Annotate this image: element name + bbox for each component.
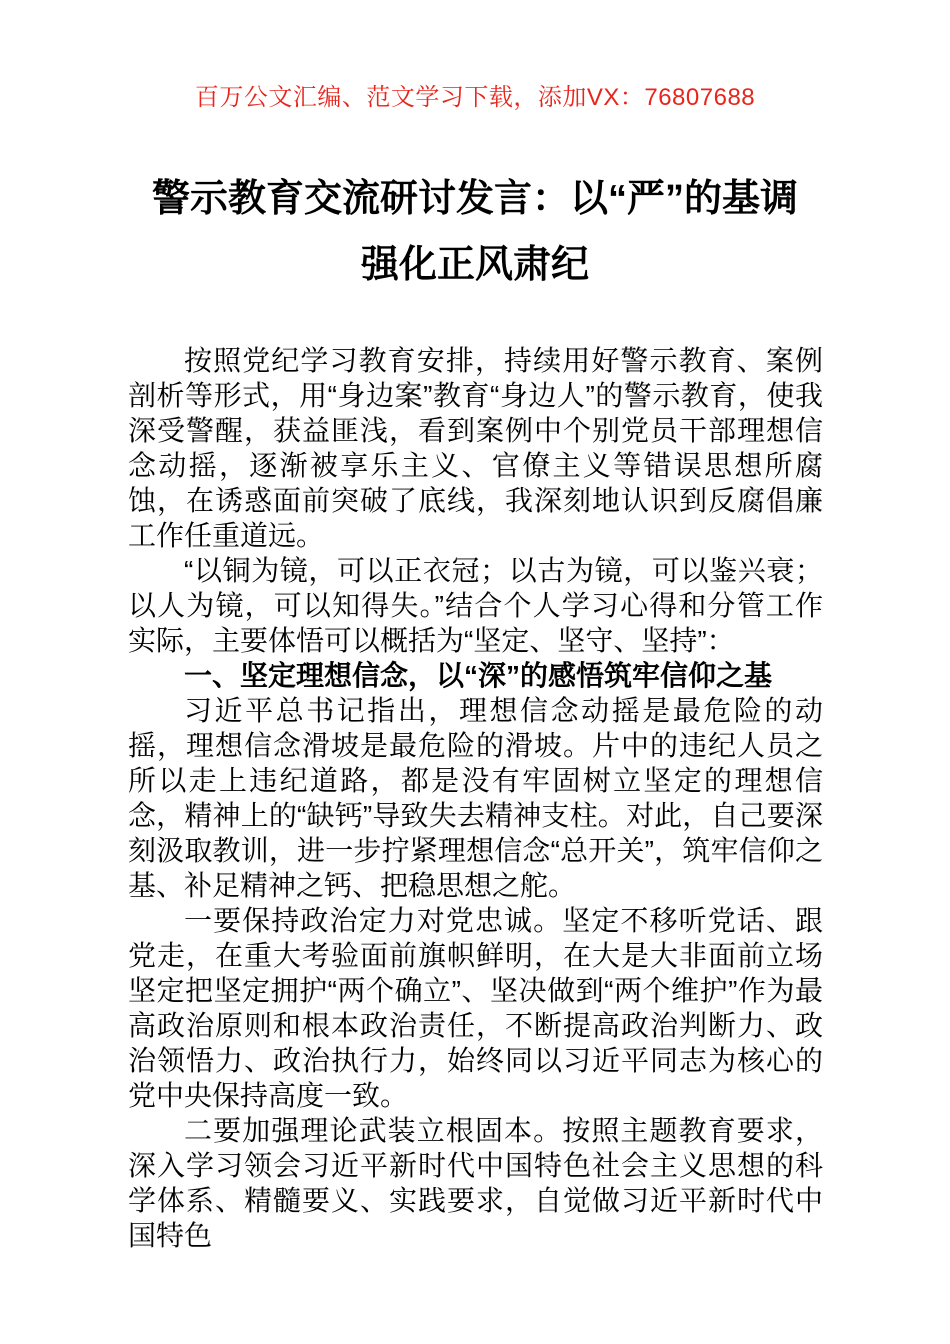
watermark-banner: 百万公文汇编、范文学习下载，添加VX：76807688 (194, 84, 756, 111)
title-line-2: 强化正风肃纪 (360, 244, 589, 286)
document-body (128, 343, 823, 1253)
paragraph-mirror-quote: “以铜为镜，可以正衣冠；以古为镜，可以鉴兴衰；以人为镜，可以知得失。”结合个人学习心得和分管工作实际，主要体悟可以概括为“坚定、坚守、坚持”： (128, 555, 823, 656)
section-heading-1: 一、坚定理想信念，以“深”的感悟筑牢信仰之基 (184, 660, 773, 691)
paragraph-point-one: 一要保持政治定力对党忠诚。坚定不移听党话、跟党走，在重大考验面前旗帜鲜明，在大是大非面前立场坚定把坚定拥护“两个确立”、坚决做到“两个维护”作为最高政治原则和根本政治责任，不断提高政治判断力、政治领悟力、政治执行力，始终同以习近平同志为核心的党中央保持高度一致。 (128, 905, 823, 1111)
paragraph-ideals: 习近平总书记指出，理想信念动摇是最危险的动摇，理想信念滑坡是最危险的滑坡。片中的违纪人员之所以走上违纪道路，都是没有牢固树立坚定的理想信念，精神上的“缺钙”导致失去精神支柱。对此，自己要深刻汲取教训，进一步拧紧理想信念“总开关”，筑牢信仰之基、补足精神之钙、把稳思想之舵。 (128, 695, 823, 901)
document-title (127, 166, 823, 298)
title-line-1: 警示教育交流研讨发言：以“严”的基调 (151, 178, 798, 220)
paragraph-intro: 按照党纪学习教育安排，持续用好警示教育、案例剖析等形式，用“身边案”教育“身边人”的警示教育，使我深受警醒，获益匪浅，看到案例中个别党员干部理想信念动摇，逐渐被享乐主义、官僚主义等错误思想所腐蚀，在诱惑面前突破了底线，我深刻地认识到反腐倡廉工作任重道远。 (128, 345, 823, 551)
paragraph-point-two: 二要加强理论武装立根固本。按照主题教育要求，深入学习领会习近平新时代中国特色社会主义思想的科学体系、精髓要义、实践要求，自觉做习近平新时代中国特色 (128, 1115, 823, 1251)
